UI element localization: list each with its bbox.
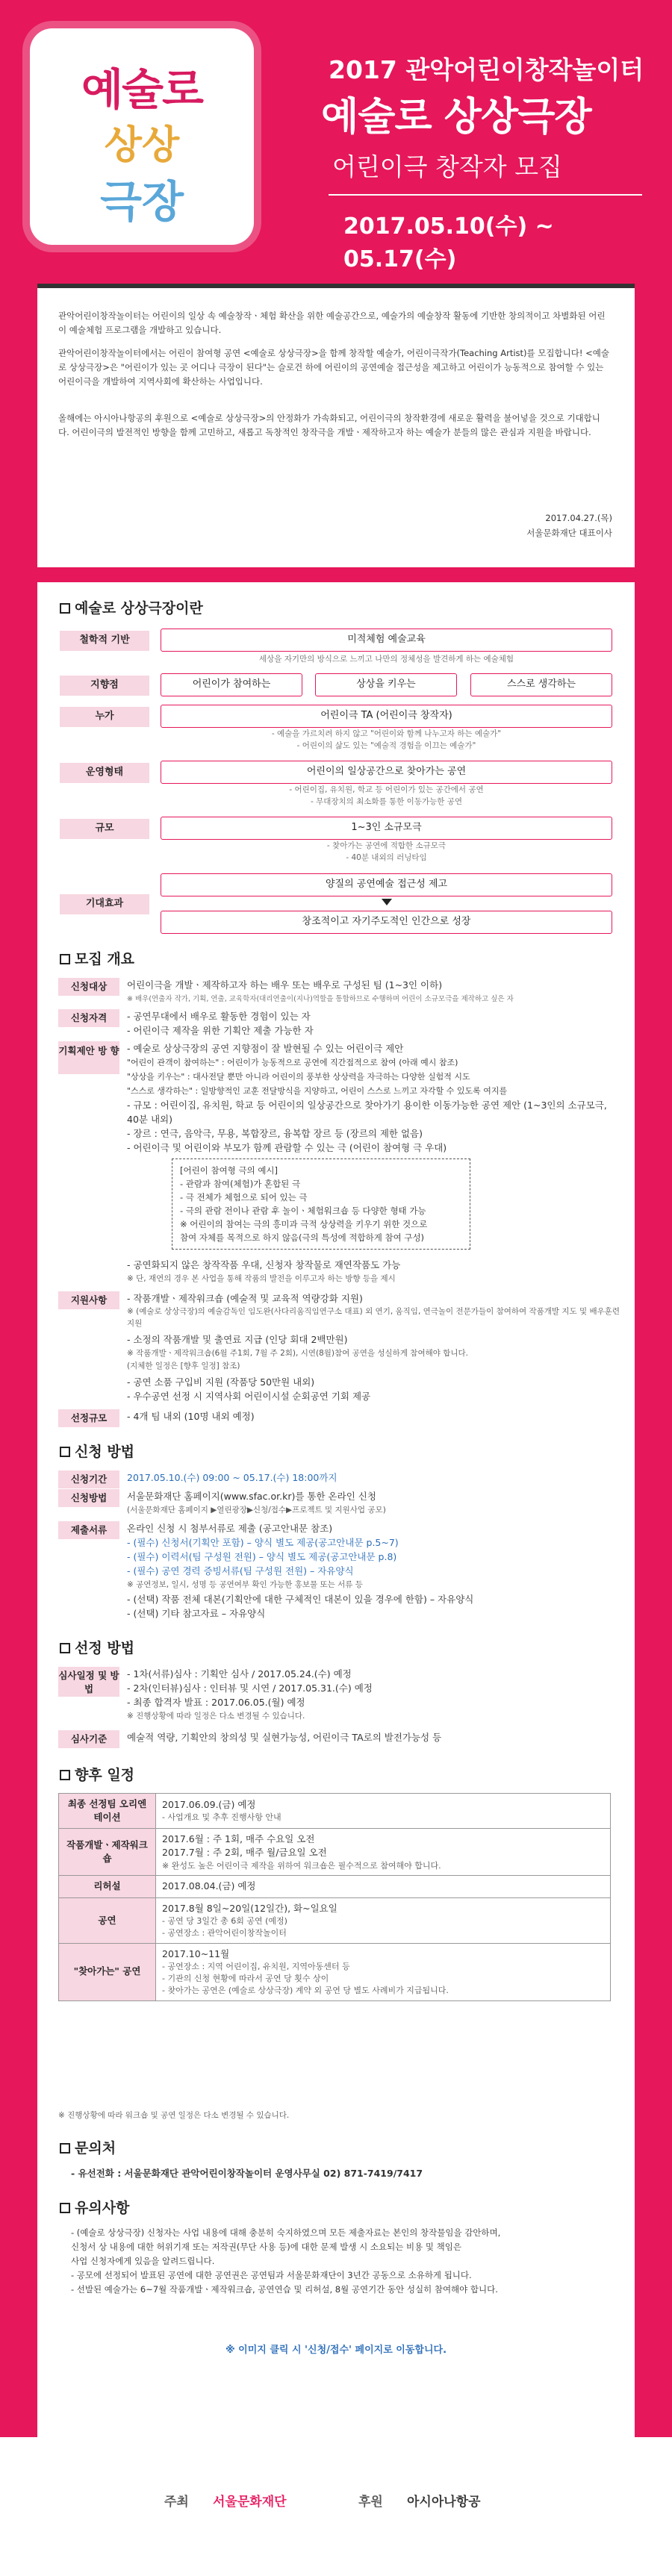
criteria-text: 예술적 역량, 기획안의 창의성 및 실현가능성, 어린이극 TA로의 발전가능성 등 (127, 1732, 442, 1743)
target-note: ※ 배우(연출자 작가, 기획, 연출, 교육학자(대리연출이(지나)역할을 통합하므로 수행하며 어린이 소규모극을 제작하고 싶은 자 (127, 995, 514, 1003)
process-item: - 2차(인터뷰)심사 : 인터뷰 및 시연 / 2017.05.31.(수) 예정 (127, 1682, 373, 1694)
schedule-line: 2017.7월 : 주 2회, 매주 월/금요일 오전 (162, 1847, 327, 1859)
plan-item: - 어린이극 및 어린이와 부모가 함께 관람할 수 있는 극 (어린이 참여형 극 우대) (127, 1142, 447, 1153)
example-line: - 극의 관람 전이나 관람 후 놀이ㆍ체험워크숍 등 다양한 형태 가능 (180, 1206, 426, 1216)
checkbox-icon (60, 1643, 70, 1653)
philosophy-note: 세상을 자기만의 방식으로 느끼고 나만의 정체성을 발견하게 하는 예술체험 (258, 655, 514, 664)
who-box: 어린이극 TA (어린이극 창작자) (161, 705, 612, 728)
apply-method-note: (서울문화재단 홈페이지 ▶열린광장▶신청/접수▶프로젝트 및 지원사업 공모) (127, 1506, 386, 1515)
who-note: - 예술을 가르치려 하지 않고 "어린이와 함께 나누고자 하는 예술가" (271, 729, 502, 738)
section-heading-recruit (60, 949, 134, 970)
table-row (59, 1876, 611, 1897)
table-row (59, 1829, 611, 1876)
heading-text: 모집 개요 (75, 951, 135, 967)
who-note: - 어린이의 삶도 있는 "예술적 경험을 이끄는 예술가" (296, 741, 476, 750)
scale-note: - 찾아가는 공연에 적합한 소규모극 (326, 841, 447, 850)
schedule-line: - 공연장소 : 지역 어린이집, 유치원, 지역아동센터 등 (162, 1961, 350, 1971)
process-note: ※ 진행상황에 따라 일정은 다소 변경될 수 있습니다. (127, 1712, 305, 1721)
section-heading-select (60, 1638, 134, 1659)
documents-item: 온라인 신청 시 첨부서류로 제출 (공고안내문 참조) (127, 1523, 333, 1534)
label-philosophy: 철학적 기반 (60, 631, 149, 651)
apply-period-text: 2017.05.10.(수) 09:00 ~ 05.17.(수) 18:00까지 (127, 1472, 337, 1483)
apply-page-link[interactable]: ※ 이미지 클릭 시 '신청/접수' 페이지로 이동합니다. (225, 2345, 447, 2356)
example-line: ※ 어린이의 참여는 극의 흥미과 극적 상상력을 키우기 위한 것으로 (180, 1219, 428, 1229)
schedule-line: - 기관의 신청 현황에 따라서 공연 당 횟수 상이 (162, 1973, 329, 1983)
schedule-line: ※ 완성도 높은 어린이극 제작을 위하여 워크숍은 필수적으로 참여해야 합니다. (162, 1860, 441, 1871)
section-heading-about (60, 599, 203, 620)
support-note: ※ 작품개발ㆍ제작워크숍(6월 주1회, 7월 주 2회), 시연(8월)참여 공연을 성실하게 참여해야 합니다. (127, 1349, 468, 1358)
intro-paragraph: 관악어린이창작놀이터에서는 어린이 참여형 공연 <예술로 상상극장>을 함께 창작할 예술가, 어린이극작가(Teaching Artist)를 모집합니다! <예술로 상상극장>은 "어린이가 있는 곳 어디나 극장이 된다"는 슬로건 하에 어린이의 공연예술 접근성을 제고하고 어린이가 능동적으로 참여할 수 있는 어린이극을 개발하여 지역사회에 확산하는 사업입니다. (58, 348, 609, 387)
schedule-key: "찾아가는" 공연 (59, 1943, 156, 2000)
label-plan: 기획제안 방 향 (58, 1041, 119, 1074)
scale-note: - 40분 내외의 러닝타임 (346, 853, 427, 862)
documents-item: - (필수) 공연 경력 증빙서류(팀 구성원 전원) – 자유양식 (127, 1565, 354, 1577)
heading-text: 유의사항 (75, 2200, 130, 2216)
effect-box: 창조적이고 자기주도적인 인간으로 성장 (161, 911, 612, 934)
event-subtitle: 어린이극 창작자 모집 (332, 152, 562, 181)
goal-box: 상상을 키우는 (315, 673, 457, 696)
operation-note: - 무대장치의 최소화를 통한 이동가능한 공연 (310, 797, 463, 806)
notice-item: - 공모에 선정되어 발표된 공연에 대한 공연권은 공연팀과 서울문화재단이 3년간 공동으로 소유하게 됩니다. (71, 2270, 472, 2280)
size-text: - 4개 팀 내외 (10명 내외 예정) (127, 1411, 255, 1422)
schedule-key: 리허설 (59, 1876, 156, 1897)
notice-item: 신청서 상 내용에 대한 허위기재 또는 저작권(무단 사용 등)에 대한 문제 발생 시 소요되는 비용 및 책임은 (71, 2242, 461, 2252)
intro-box (37, 284, 635, 567)
checkbox-icon (60, 954, 70, 964)
footer (0, 2437, 672, 2576)
support-item: - 우수공연 선정 시 지역사회 어린이시설 순회공연 기회 제공 (127, 1391, 371, 1402)
schedule-line: 2017.6월 : 주 1회, 매주 수요일 오전 (162, 1833, 315, 1845)
checkbox-icon (60, 2143, 70, 2154)
label-scale: 규모 (60, 819, 149, 839)
label-criteria: 심사기준 (58, 1730, 119, 1748)
schedule-line: - 공연장소 : 관악어린이창작놀이터 (162, 1927, 287, 1938)
logo-line1: 예술로 (81, 64, 203, 115)
documents-note: ※ 공연정보, 일시, 성명 등 공연여부 확인 가능한 홍보물 또는 서류 등 (127, 1580, 363, 1589)
schedule-value (156, 1897, 611, 1943)
plan-item: - 규모 : 어린이집, 유치원, 학교 등 어린이의 일상공간으로 찾아가기 용이한 이동가능한 공연 제안 (1~3인의 소규모극, 40분 내외) (127, 1100, 607, 1125)
process-item: - 1차(서류)심사 : 기획안 심사 / 2017.05.24.(수) 예정 (127, 1668, 352, 1680)
label-operation: 운영형태 (60, 763, 149, 783)
schedule-line: 2017.10~11월 (162, 1947, 230, 1959)
section-heading-notice (60, 2198, 129, 2219)
support-note: (지체한 일정은 [향후 일정] 참조) (127, 1362, 240, 1370)
schedule-line: 2017.8월 8일~20일(12일간), 화~일요일 (162, 1902, 337, 1914)
schedule-line: - 공연 당 3일간 총 6회 공연 (예정) (162, 1915, 287, 1926)
poster-header (0, 0, 672, 284)
divider (329, 194, 642, 196)
plan-note: ※ 단, 재연의 경우 본 사업을 통해 작품의 발전을 이루고자 하는 방향 등을 제시 (127, 1274, 396, 1283)
scale-box: 1~3인 소규모극 (161, 817, 612, 840)
intro-paragraph: 올해에는 아시아나항공의 후원으로 <예술로 상상극장>의 안정화가 가속화되고, 어린이극의 창작환경에 새로운 활력을 불어넣을 것으로 기대합니다. 어린이극의 발전적인 방향을 함께 고민하고, 새롭고 독창적인 창작극을 개발ㆍ제작하고자 하는 예술가 분들의 많은 관심과 지원을 바랍니다. (58, 413, 600, 437)
example-line: [어린이 참여형 극의 예시] (180, 1165, 279, 1176)
plan-item: "스스로 생각하는" : 일방향적인 교훈 전달방식을 지양하고, 어린이 스스로 느끼고 자각할 수 있도록 여지를 (127, 1086, 508, 1096)
plan-item: "어린이 관객이 참여하는" : 어린이가 능동적으로 공연에 직간접적으로 참여 (아래 예시 참조) (127, 1058, 458, 1067)
plan-item: - 공연화되지 않은 창작작품 우대, 신청자 창작물로 재연작품도 가능 (127, 1259, 401, 1270)
support-item: - 공연 소품 구입비 지원 (작품당 50만원 내외) (127, 1376, 315, 1388)
label-support: 지원사항 (58, 1291, 119, 1309)
checkbox-icon (60, 1447, 70, 1457)
schedule-value (156, 1876, 611, 1897)
support-note: ※ (예술로 상상극장)의 예술감독인 임도완(사다리움직임연구소 대표) 외 연기, 움직임, 연극놀이 전문가들이 참여하여 작품개발 지도 및 배우훈련 지원 (127, 1307, 620, 1328)
process-item: - 최종 합격자 발표 : 2017.06.05.(월) 예정 (127, 1697, 305, 1708)
table-row (59, 1943, 611, 2000)
documents-item: - (필수) 이력서(팀 구성원 전원) – 양식 별도 제공(공고안내문 p.8) (127, 1551, 397, 1562)
sponsor-logo: 아시아나항공 (407, 2495, 481, 2510)
plan-item: - 예술로 상상극장의 공연 지향점이 잘 발현될 수 있는 어린이극 제안 (127, 1043, 404, 1054)
label-process: 심사일정 및 방법 (58, 1667, 119, 1697)
event-series-title: 2017 관악어린이창작놀이터 (329, 55, 644, 84)
section-heading-schedule (60, 1765, 134, 1786)
schedule-value (156, 1829, 611, 1876)
heading-text: 선정 방법 (75, 1640, 135, 1656)
label-qualification: 신청자격 (58, 1009, 119, 1027)
goal-box: 스스로 생각하는 (470, 673, 612, 696)
down-arrow-icon (382, 899, 392, 905)
schedule-key: 공연 (59, 1897, 156, 1943)
label-size: 선정규모 (58, 1409, 119, 1427)
goal-box: 어린이가 참여하는 (161, 673, 302, 696)
intro-signature: 서울문화재단 대표이사 (526, 528, 612, 538)
schedule-key: 작품개발ㆍ제작워크숍 (59, 1829, 156, 1876)
philosophy-box: 미적체험 예술교육 (161, 629, 612, 652)
heading-text: 향후 일정 (75, 1767, 135, 1783)
example-box (172, 1158, 470, 1250)
label-documents: 제출서류 (58, 1521, 119, 1539)
checkbox-icon (60, 2203, 70, 2213)
section-heading-contact (60, 2139, 116, 2159)
schedule-value (156, 1943, 611, 2000)
sponsor-label: 후원 (358, 2495, 383, 2510)
notice-item: - (예술로 상상극장) 신청자는 사업 내용에 대해 충분히 숙지하였으며 모든 제출자료는 본인의 창작물임을 감안하며, (71, 2227, 501, 2238)
heading-text: 신청 방법 (75, 1444, 135, 1460)
documents-item: - (선택) 기타 참고자료 – 자유양식 (127, 1608, 266, 1619)
recruit-period: 2017.05.10(수) ~ 05.17(수) (343, 213, 554, 272)
logo-line2: 상상 (104, 123, 180, 168)
effect-box: 양질의 공연예술 접근성 제고 (161, 873, 612, 896)
table-row (59, 1897, 611, 1943)
label-apply-method: 신청방법 (58, 1489, 119, 1507)
event-title: 예술로 상상극장 (321, 95, 591, 140)
intro-date: 2017.04.27.(목) (545, 513, 612, 523)
checkbox-icon (60, 603, 70, 614)
section-heading-apply (60, 1442, 134, 1463)
notice-item: - 선발된 예술가는 6~7월 작품개발ㆍ제작워크숍, 공연연습 및 리허설, 8월 공연기간 동안 성실히 참여해야 합니다. (71, 2284, 498, 2295)
label-effect: 기대효과 (60, 894, 149, 914)
operation-box: 어린이의 일상공간으로 찾아가는 공연 (161, 761, 612, 784)
qualification-item: - 공연무대에서 배우로 활동한 경험이 있는 자 (127, 1011, 311, 1022)
schedule-table (58, 1793, 611, 2001)
checkbox-icon (60, 1770, 70, 1780)
schedule-line: - 사업개요 및 추후 진행사항 안내 (162, 1812, 281, 1823)
label-apply-period: 신청기간 (58, 1471, 119, 1488)
schedule-line: - 찾아가는 공연은 (예술로 상상극장) 계약 외 공연 당 별도 사례비가 지급됩니다. (162, 1985, 449, 1995)
notice-item: 사업 신청자에게 있음을 알려드립니다. (71, 2256, 215, 2266)
table-row (59, 1794, 611, 1829)
example-line: - 관람과 참여(체험)가 혼합된 극 (180, 1179, 301, 1189)
example-line: 참여 자체를 목적으로 하지 않음(극의 특성에 적합하게 참여 구성) (180, 1232, 425, 1243)
plan-item: - 장르 : 연극, 음악극, 무용, 복합장르, 융복합 장르 등 (장르의 제한 없음) (127, 1128, 423, 1139)
contact-text: - 유선전화 : 서울문화재단 관악어린이창작놀이터 운영사무실 02) 871-7419/7417 (71, 2168, 423, 2179)
schedule-line: 2017.06.09.(금) 예정 (162, 1799, 256, 1811)
documents-item: - (필수) 신청서(기획안 포함) – 양식 별도 제공(공고안내문 p.5~7) (127, 1537, 399, 1548)
label-who: 누가 (60, 707, 149, 727)
intro-paragraph: 관악어린이창작놀이터는 어린이의 일상 속 예술창작ㆍ체험 확산을 위한 예술공간으로, 예술가의 예술창작 활동에 기반한 창의적이고 차별화된 어린이 예술체험 프로그램을 개발하고 있습니다. (58, 311, 606, 335)
logo (30, 28, 254, 245)
logo-line3: 극장 (99, 176, 184, 227)
schedule-key: 최종 선정팀 오리엔테이션 (59, 1794, 156, 1829)
support-item: - 소정의 작품개발 및 출연료 지급 (인당 회대 2백만원) (127, 1334, 348, 1345)
heading-text: 예술로 상상극장이란 (75, 600, 203, 617)
plan-item: "상상을 키우는" : 대사전달 뿐만 아니라 어린이의 풍부한 상상력을 자극하는 다양한 실험적 시도 (127, 1072, 470, 1082)
qualification-item: - 어린이극 제작을 위한 기획안 제출 가능한 자 (127, 1025, 314, 1036)
heading-text: 문의처 (75, 2140, 116, 2156)
example-line: - 극 전체가 체험으로 되어 있는 극 (180, 1192, 308, 1203)
host-label: 주최 (164, 2495, 189, 2510)
target-text: 어린이극을 개발ㆍ제작하고자 하는 배우 또는 배우로 구성된 팀 (1~3인 이하) (127, 979, 443, 991)
apply-method-text: 서울문화재단 홈페이지(www.sfac.or.kr)를 통한 온라인 신청 (127, 1491, 376, 1502)
label-goals: 지향점 (60, 676, 149, 696)
schedule-line: 2017.08.04.(금) 예정 (162, 1880, 256, 1892)
schedule-value (156, 1794, 611, 1829)
main-content (37, 582, 635, 2437)
support-item: - 작품개발ㆍ제작워크숍 (예술적 및 교육적 역량강화 지원) (127, 1293, 363, 1304)
schedule-note: ※ 진행상황에 따라 워크숍 및 공연 일정은 다소 변경될 수 있습니다. (58, 2111, 290, 2120)
host-logo: 서울문화재단 (213, 2495, 287, 2510)
label-target: 신청대상 (58, 978, 119, 996)
operation-note: - 어린이집, 유치원, 학교 등 어린이가 있는 공간에서 공연 (289, 785, 484, 794)
documents-item: - (선택) 작품 전체 대본(기획안에 대한 구체적인 대본이 있을 경우에 한함) – 자유양식 (127, 1594, 474, 1605)
